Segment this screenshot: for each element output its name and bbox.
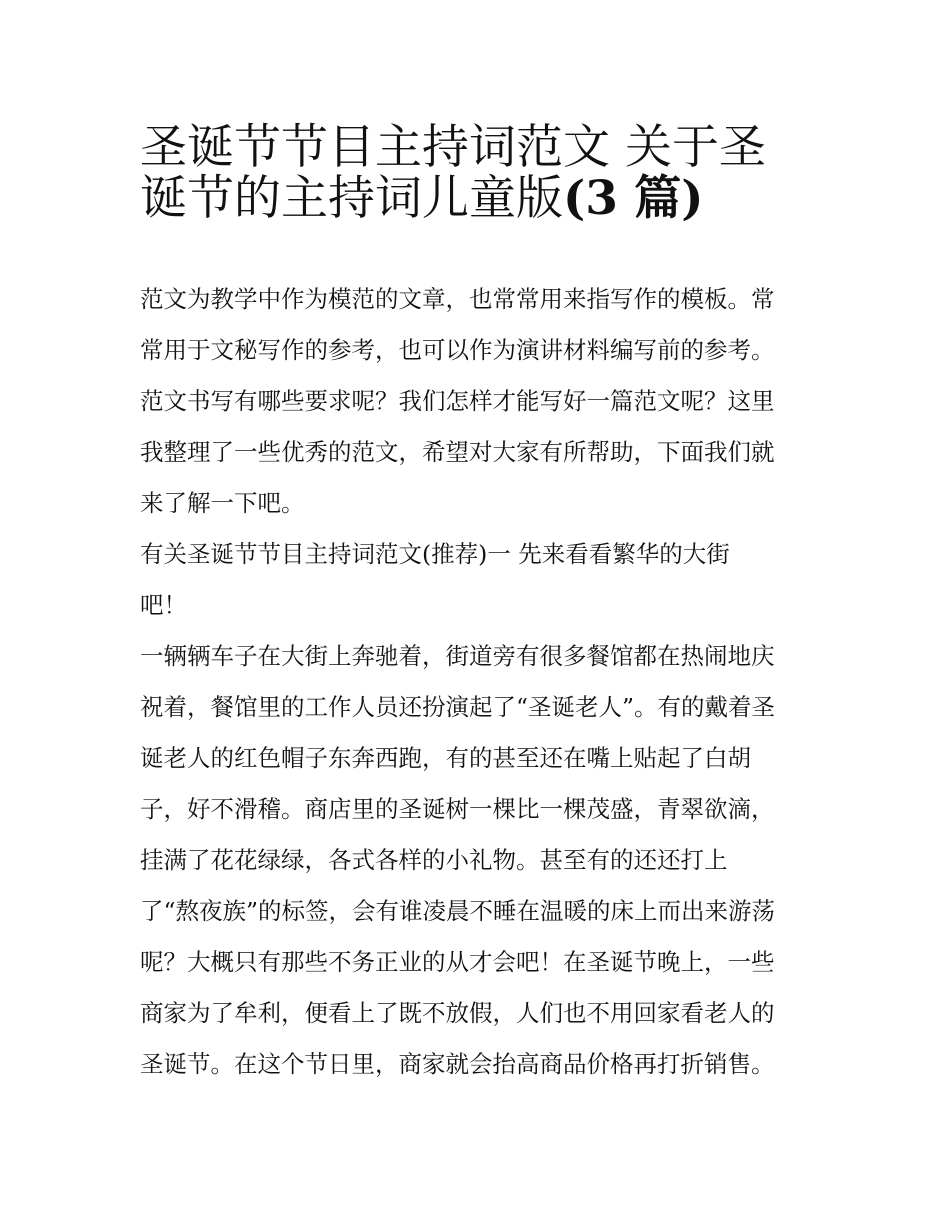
paragraph-line: 子，好不滑稽。商店里的圣诞树一棵比一棵茂盛，青翠欲滴，: [140, 795, 775, 823]
paragraph-line: 一辆辆车子在大街上奔驰着，街道旁有很多餐馆都在热闹地庆: [140, 642, 775, 670]
paragraph-line: 祝着，餐馆里的工作人员还扮演起了“圣诞老人”。有的戴着圣: [140, 693, 776, 721]
paragraph-line: 圣诞节。在这个节日里，商家就会抬高商品价格再打折销售。: [140, 1050, 775, 1078]
paragraph-line: 商家为了牟利，便看上了既不放假，人们也不用回家看老人的: [140, 999, 775, 1027]
paragraph-line: 呢？大概只有那些不务正业的从才会吧！在圣诞节晚上，一些: [140, 948, 775, 976]
intro-line: 常用于文秘写作的参考，也可以作为演讲材料编写前的参考。: [140, 336, 775, 364]
intro-line: 我整理了一些优秀的范文，希望对大家有所帮助，下面我们就: [140, 438, 775, 466]
intro-line: 范文书写有哪些要求呢？我们怎样才能写好一篇范文呢？这里: [140, 387, 775, 415]
title-line-text: 诞节的主持词儿童版: [140, 171, 563, 226]
section-heading-line: 吧！: [140, 591, 187, 619]
paragraph-line: 挂满了花花绿绿，各式各样的小礼物。甚至有的还还打上: [140, 846, 728, 874]
title-line: 圣诞节节目主持词范文 关于圣: [140, 120, 766, 175]
intro-line: 范文为教学中作为模范的文章，也常常用来指写作的模板。常: [140, 285, 775, 313]
document-body: [140, 274, 820, 1090]
section-heading-line: 有关圣诞节节目主持词范文(推荐)一 先来看看繁华的大街: [140, 540, 730, 568]
intro-line: 来了解一下吧。: [140, 489, 305, 517]
paragraph-line: 了“熬夜族”的标签，会有谁凌晨不睡在温暖的床上而出来游荡: [140, 897, 776, 925]
document-title: [140, 112, 820, 226]
paragraph-line: 诞老人的红色帽子东奔西跑，有的甚至还在嘴上贴起了白胡: [140, 744, 751, 772]
title-line-count: (3 篇): [563, 171, 704, 226]
